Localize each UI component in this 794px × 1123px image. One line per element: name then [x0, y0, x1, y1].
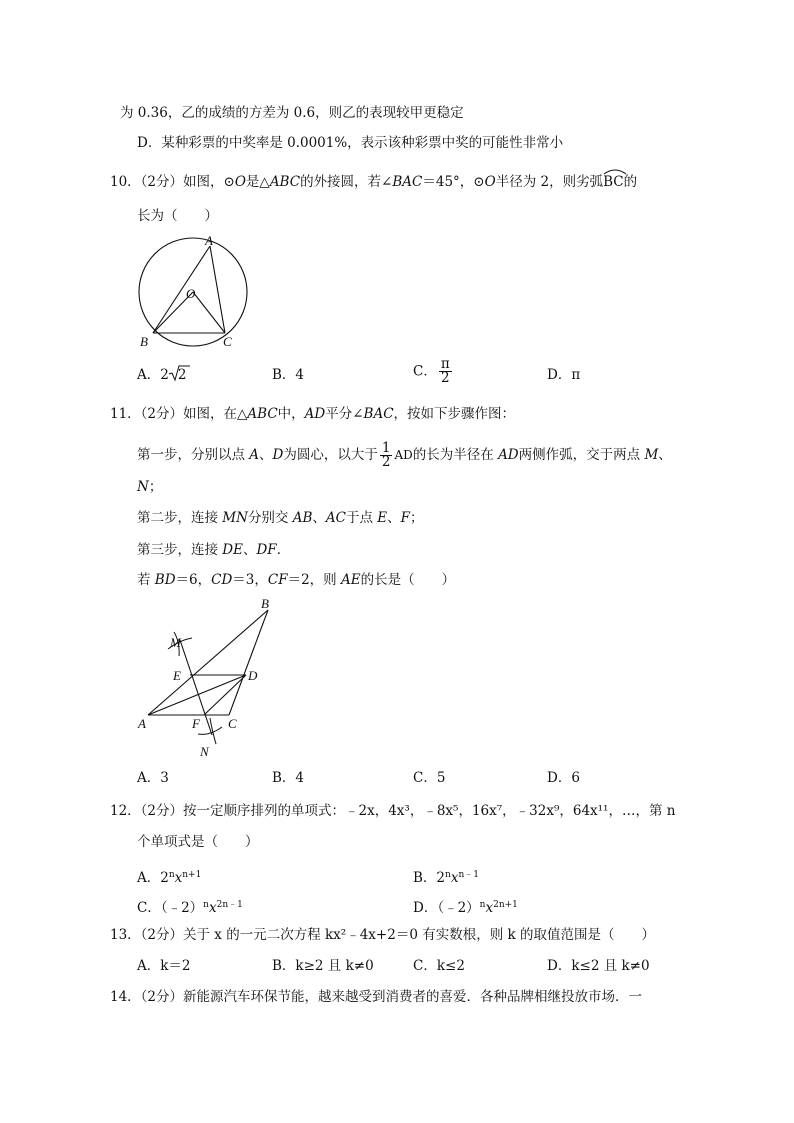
q11-option-a: A．3 — [137, 770, 169, 786]
label-b: B — [140, 334, 148, 349]
q11-option-c: C．5 — [413, 770, 446, 786]
q10-option-a: A．2 2 — [137, 366, 188, 384]
q11-step3: 第三步，连接 DE、DF． — [137, 542, 291, 558]
q10-stem-line2: 长为（ ） — [137, 208, 218, 224]
q10-option-c: C． $\frac{\pi}{2}$ — [413, 356, 450, 386]
label-c: C — [223, 334, 232, 349]
q11-option-d: D．6 — [547, 770, 580, 786]
label-d: D — [248, 668, 258, 683]
label-b: B — [261, 596, 269, 611]
q12-option-d: D．$(﹣2)^nx^{2n+1}$ — [413, 900, 518, 916]
q13-option-d: D．k≤2 且 k≠0 — [547, 958, 650, 974]
label-e: E — [173, 668, 181, 683]
q10-option-d: D．π — [547, 367, 581, 383]
q11-stem-line1: 11．（2分）如图，在△ABC中，AD平分∠BAC，按如下步骤作图： — [110, 406, 516, 422]
q10-stem-line1: 10．（2分）如图，⊙O是△ABC的外接圆，若∠BAC＝45°，⊙O半径为 2，则劣弧 BC的 — [110, 173, 637, 191]
label-o: O — [186, 286, 196, 301]
label-a: A — [205, 233, 213, 248]
label-f: F — [192, 716, 200, 731]
q11-step1-line1: 第一步，分别以点 A、D为圆心，以大于 $\frac{1}{2}$ AD的长为半径在 AD两侧作弧，交于两点 M、 — [137, 440, 672, 470]
q11-figure — [130, 596, 290, 768]
q12-option-a: A．$2^nx^{n+1}$ — [137, 870, 202, 886]
q12-stem-line1: 12．（2分）按一定顺序排列的单项式：﹣2x，4x³，﹣8x⁵，16x⁷，﹣32x⁹，64x¹¹，…，第 n — [110, 803, 676, 819]
q11-step1-line2: N； — [137, 479, 163, 495]
q10-figure — [130, 232, 260, 356]
q13-option-a: A．k＝2 — [137, 958, 191, 974]
label-c: C — [228, 716, 237, 731]
label-n: N — [200, 744, 209, 759]
q11-given: 若 BD＝6，CD＝3，CF＝2，则 AE的长是（ ） — [137, 572, 456, 588]
q11-option-b: B．4 — [272, 770, 305, 786]
label-a: A — [138, 716, 146, 731]
q10-option-b: B．4 — [272, 367, 305, 383]
q14-stem: 14．（2分）新能源汽车环保节能，越来越受到消费者的喜爱．各种品牌相继投放市场．一 — [110, 989, 643, 1005]
q13-option-c: C．k≤2 — [413, 958, 465, 974]
q12-stem-line2: 个单项式是（ ） — [137, 834, 259, 850]
q11-step2: 第二步，连接 MN分别交 AB、AC于点 E、F； — [137, 510, 424, 526]
q13-stem: 13．（2分）关于 x 的一元二次方程 kx²﹣4x+2＝0 有实数根，则 k 的取值范围是（ ） — [110, 927, 655, 943]
q12-option-c: C．$(﹣2)^nx^{2n﹣1}$ — [137, 900, 243, 916]
q12-option-b: B．$2^nx^{n﹣1}$ — [413, 870, 479, 886]
q9-option-d: D．某种彩票的中奖率是 0.0001%，表示该种彩票中奖的可能性非常小 — [137, 135, 564, 151]
label-m: M — [170, 635, 181, 650]
arc-bc: BC — [603, 173, 624, 191]
q9-continuation-text: 为 0.36，乙的成绩的方差为 0.6，则乙的表现较甲更稳定 — [120, 105, 464, 121]
q13-option-b: B．k≥2 且 k≠0 — [272, 958, 374, 974]
